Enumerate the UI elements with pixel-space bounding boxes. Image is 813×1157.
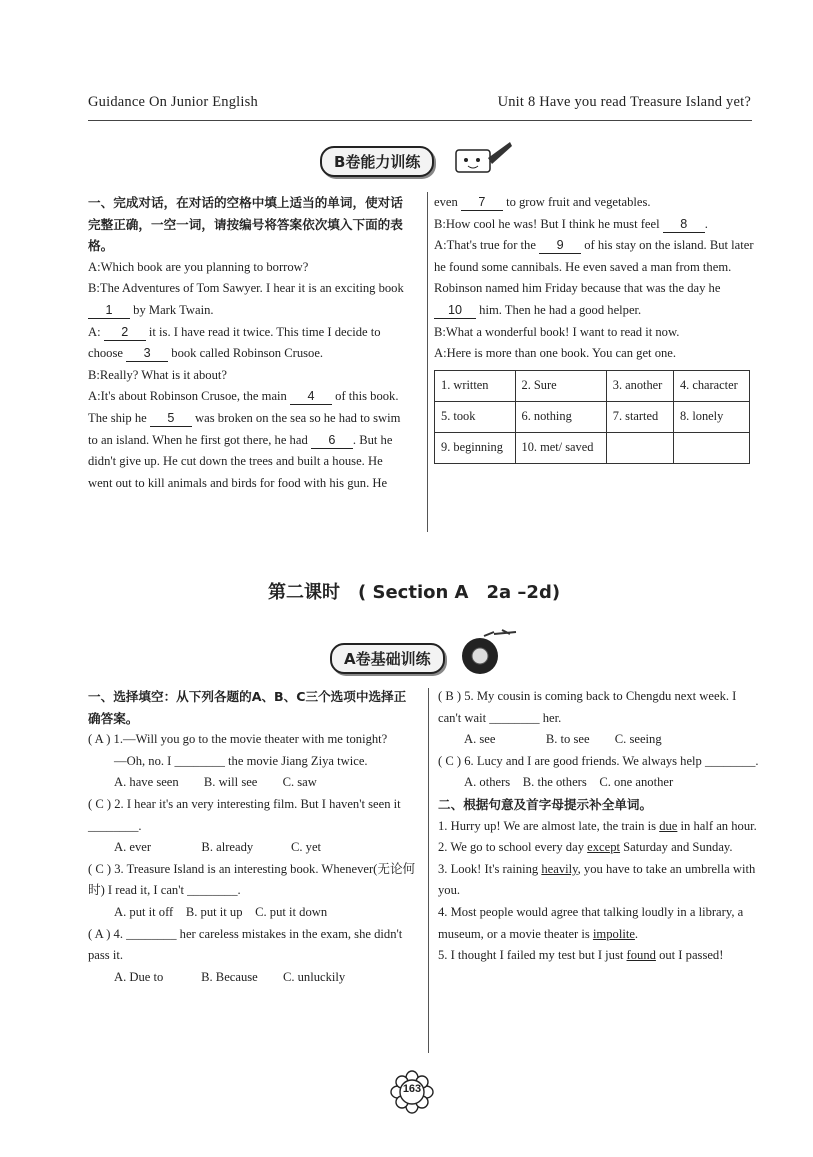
- answer-blank: 5: [150, 410, 192, 427]
- filled-word: found: [626, 948, 656, 963]
- table-cell: 4. character: [673, 370, 749, 401]
- choice-item: [88, 859, 418, 924]
- fill-word-item: 1. Hurry up! We are almost late, the train is due in half an hour.: [438, 818, 757, 833]
- b-instruction: 一、完成对话，在对话的空格中填上适当的单词，使对话完整正确，一空一词，请按编号将答案依次填入下面的表格。: [88, 195, 403, 254]
- choice-options: A. ever B. already C. yet: [114, 840, 322, 855]
- header-right: Unit 8 Have you read Treasure Island yet?: [497, 94, 751, 110]
- choice-text: ( C ) 3. Treasure Island is an interesting book. Whenever(无论何时) I read it, I can't ________.: [88, 861, 416, 898]
- table-row: [435, 401, 750, 432]
- answer-blank: 3: [126, 345, 168, 362]
- table-row: [435, 370, 750, 401]
- choice-text: ( C ) 6. Lucy and I are good friends. We always help ________.: [438, 753, 759, 768]
- fill-word-item: 3. Look! It's raining heavily, you have to take an umbrella with you.: [438, 861, 756, 898]
- answer-blank: 8: [663, 216, 705, 233]
- choice-text: ( A ) 1.—Will you go to the movie theater with me tonight?: [88, 732, 388, 747]
- header-rule: [88, 120, 752, 121]
- answer-mark: ( A ): [88, 732, 114, 747]
- dialogue-line: B:The Adventures of Tom Sawyer. I hear it is an exciting book 1 by Mark Twain.: [88, 281, 404, 317]
- a-instruction: 一、选择填空：从下列各题的A、B、C三个选项中选择正确答案。: [88, 689, 407, 726]
- choice-options: A. others B. the others C. one another: [464, 775, 674, 790]
- choice-item: [88, 729, 418, 794]
- answer-blank: 4: [290, 388, 332, 405]
- b-badge-label: B卷能力训练: [334, 153, 421, 171]
- dialogue-line: A:It's about Robinson Crusoe, the main 4 of this book. The ship he 5 was broken on the sea so he had to swim to an island. When he first got there, he had 6 . But he didn't give up. He cut down the trees and built a house. He went out to kill animals and birds for food with his gun. He: [88, 389, 401, 490]
- choice-text: ( B ) 5. My cousin is coming back to Chengdu next week. I can't wait ________ her.: [438, 689, 737, 725]
- table-cell: 3. another: [606, 370, 673, 401]
- table-cell: [606, 432, 673, 463]
- table-cell: 6. nothing: [515, 401, 606, 432]
- choice-item: [88, 924, 418, 989]
- answer-mark: ( B ): [438, 689, 465, 703]
- dialogue-line: even 7 to grow fruit and vegetables.: [434, 195, 651, 209]
- lesson-title: 第二课时 ( Section A 2a –2d): [268, 582, 561, 603]
- choice-item: [438, 751, 760, 794]
- dialogue-line: A: 2 it is. I have read it twice. This time I decide to choose 3 book called Robinson Crusoe.: [88, 324, 381, 361]
- choice-options: A. see B. to see C. seeing: [464, 732, 662, 747]
- fill-word-item: 2. We go to school every day except Saturday and Sunday.: [438, 840, 733, 855]
- dialogue-line: A:Which book are you planning to borrow?: [88, 259, 309, 274]
- table-cell: 8. lonely: [673, 401, 749, 432]
- answer-table: [434, 370, 750, 464]
- choice-item: [438, 686, 760, 751]
- b-right-column: [434, 192, 754, 464]
- pencil-icon: [452, 136, 514, 178]
- answer-blank: 7: [461, 194, 503, 211]
- filled-word: except: [587, 840, 621, 855]
- a-section-badge: [330, 643, 445, 674]
- filled-word: heavily: [541, 861, 578, 876]
- table-cell: 7. started: [606, 401, 673, 432]
- page-number: 163: [402, 1083, 422, 1095]
- table-cell: 9. beginning: [435, 432, 516, 463]
- table-cell: [673, 432, 749, 463]
- a-badge-label: A卷基础训练: [344, 650, 431, 668]
- answer-blank: 9: [539, 237, 581, 254]
- a-left-column: [88, 686, 418, 988]
- answer-mark: ( A ): [88, 926, 114, 941]
- answer-blank: 2: [104, 324, 146, 341]
- b-column-divider: [427, 192, 428, 532]
- choice-text: ( C ) 2. I hear it's an very interesting film. But I haven't seen it ________.: [88, 796, 401, 833]
- dialogue-line: B:How cool he was! But I think he must feel 8 .: [434, 216, 708, 231]
- dialogue-line: A:That's true for the 9 of his stay on the island. But later he found some cannibals. He even saved a man from them. Robinson named him Friday because that was the day he 10 him. Then he had a good helper.: [434, 238, 754, 317]
- answer-mark: ( C ): [88, 861, 115, 876]
- choice-options: A. put it off B. put it up C. put it down: [114, 904, 328, 919]
- section2-title: 二、根据句意及首字母提示补全单词。: [438, 796, 653, 812]
- answer-blank: 6: [311, 432, 353, 449]
- table-cell: 2. Sure: [515, 370, 606, 401]
- table-cell: 1. written: [435, 370, 516, 401]
- table-cell: 10. met/ saved: [515, 432, 606, 463]
- fill-word-item: 5. I thought I failed my test but I just found out I passed!: [438, 948, 724, 963]
- choice-item: [88, 794, 418, 859]
- answer-blank: 1: [88, 302, 130, 319]
- b-left-column: [88, 192, 410, 494]
- answer-mark: ( C ): [438, 753, 465, 768]
- header-left: Guidance On Junior English: [88, 94, 258, 110]
- dialogue-line: A:Here is more than one book. You can get one.: [434, 346, 677, 361]
- choice-options: A. have seen B. will see C. saw: [114, 775, 317, 790]
- table-row: [435, 432, 750, 463]
- fill-word-item: 4. Most people would agree that talking loudly in a library, a museum, or a movie theater is impolite.: [438, 904, 744, 941]
- a-column-divider: [428, 688, 429, 1053]
- filled-word: impolite: [592, 926, 635, 941]
- a-right-column: [438, 686, 760, 967]
- choice-options: A. Due to B. Because C. unluckily: [114, 969, 346, 984]
- b-section-badge: [320, 146, 434, 177]
- answer-blank: 10: [434, 302, 476, 319]
- filled-word: due: [659, 818, 678, 833]
- choice-text: —Oh, no. I ________ the movie Jiang Ziya twice.: [114, 753, 368, 768]
- dialogue-line: B:Really? What is it about?: [88, 367, 227, 382]
- answer-mark: ( C ): [88, 796, 115, 811]
- dialogue-line: B:What a wonderful book! I want to read it now.: [434, 324, 680, 339]
- tire-icon: [454, 628, 526, 678]
- table-cell: 5. took: [435, 401, 516, 432]
- choice-text: ( A ) 4. ________ her careless mistakes in the exam, she didn't pass it.: [88, 926, 403, 963]
